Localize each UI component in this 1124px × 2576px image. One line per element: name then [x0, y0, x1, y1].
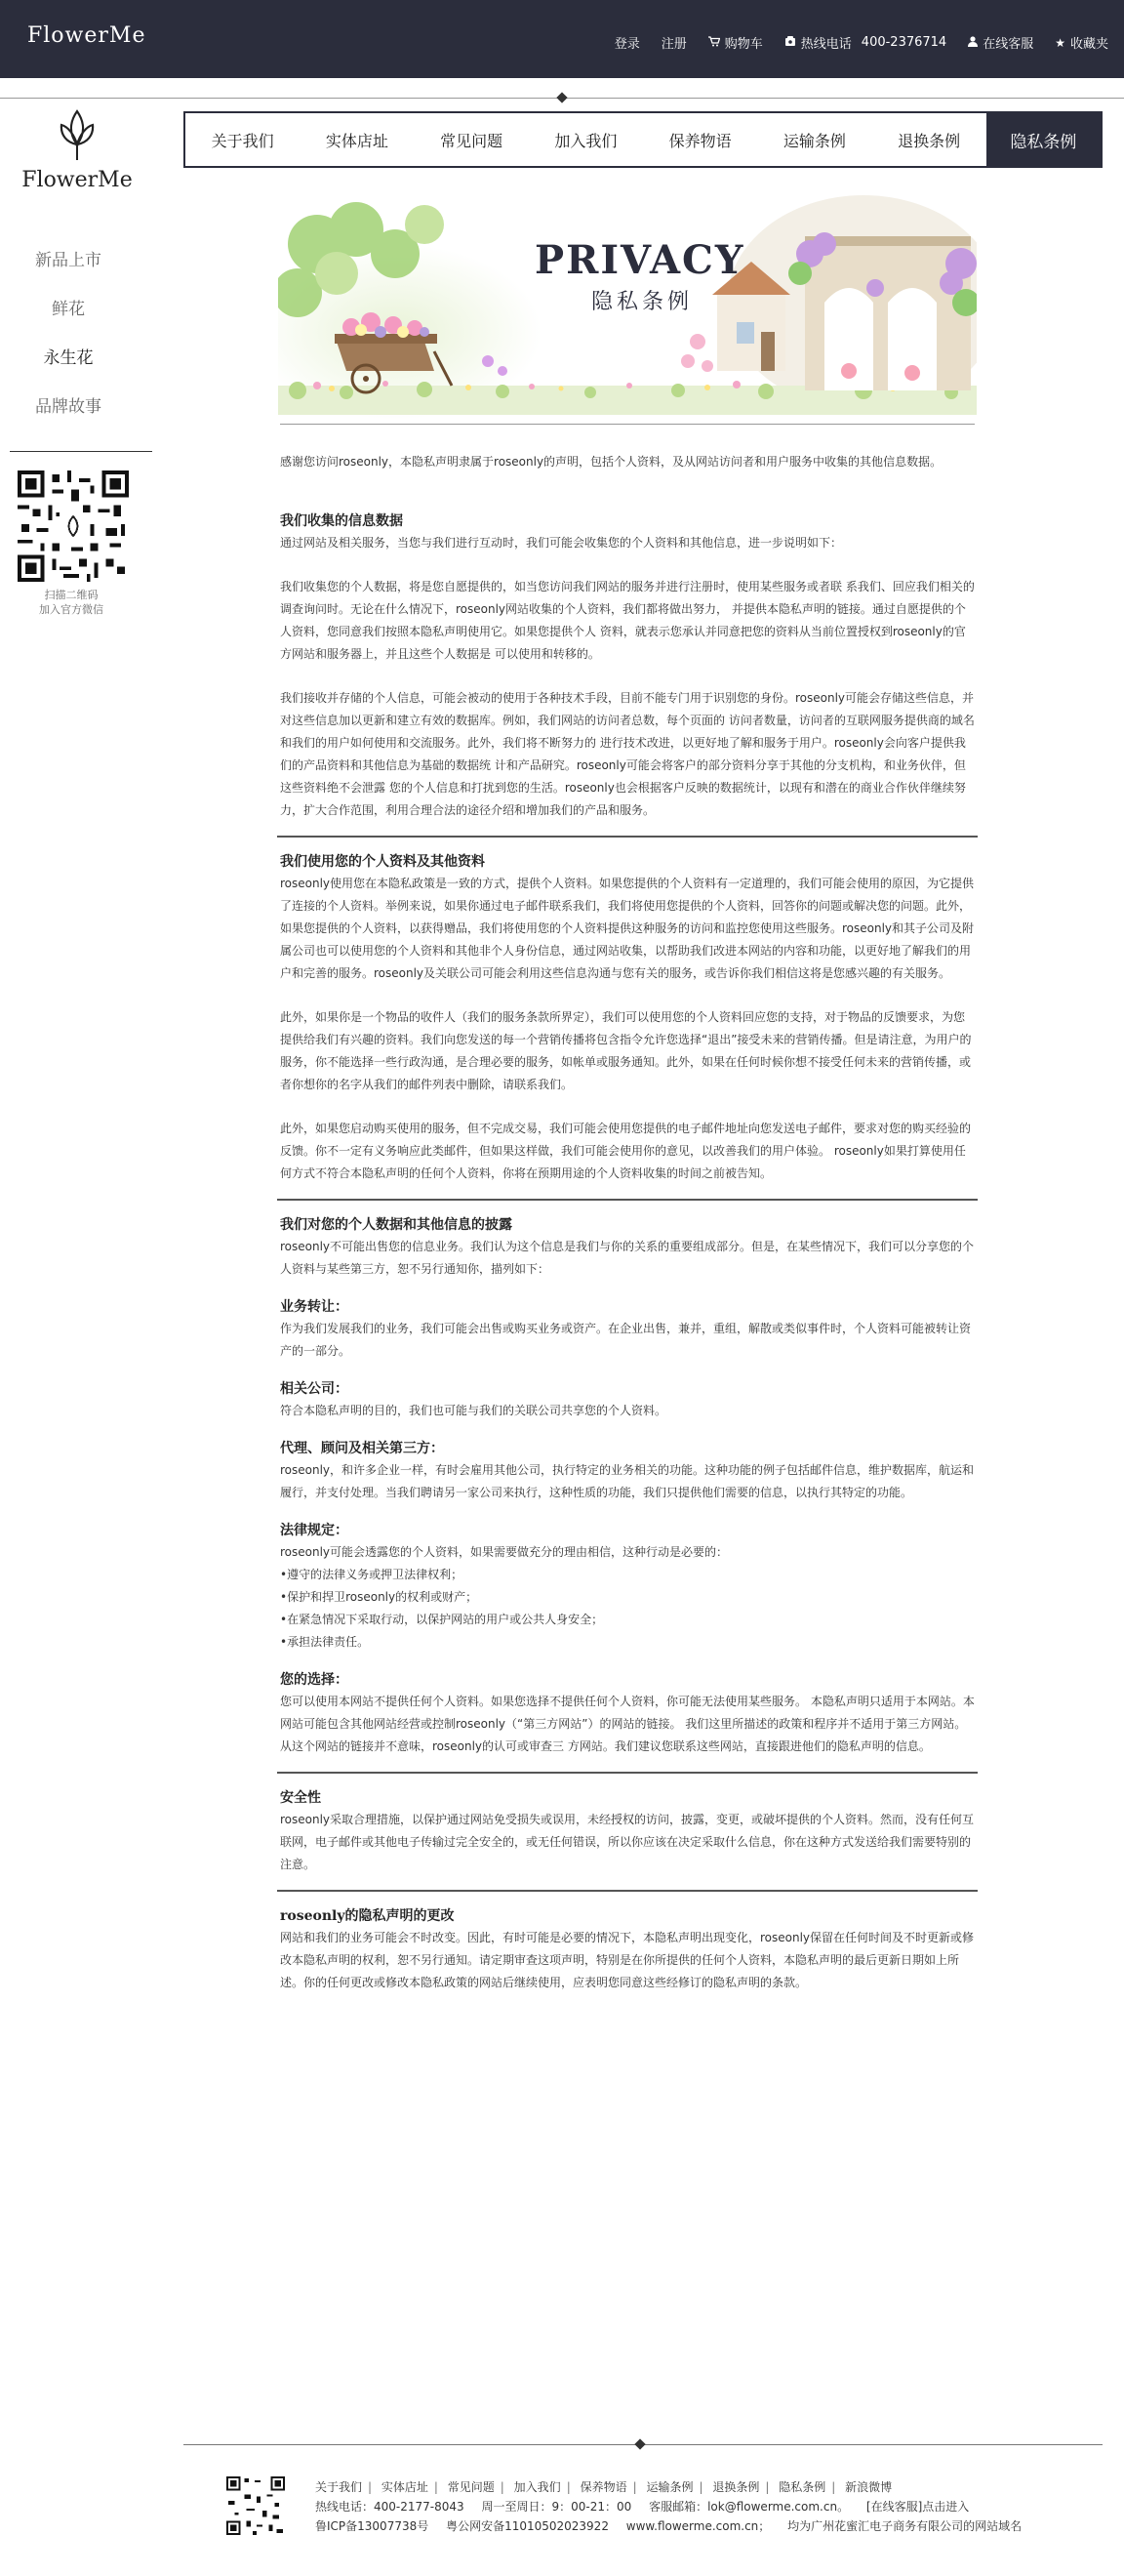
subsection-title-affiliates: 相关公司： — [280, 1381, 348, 1397]
footer-icp[interactable]: 鲁ICP备13007738号 — [315, 2519, 429, 2533]
footer-contact-row — [315, 2497, 1105, 2516]
sidebar-menu — [0, 246, 137, 441]
footer-link-faq[interactable]: 常见问题 — [447, 2480, 495, 2494]
banner-subtitle: 隐私条例 — [591, 290, 694, 314]
footer-separator: | — [433, 2480, 438, 2494]
subsection-choices-text: 您可以使用本网站不提供任何个人资料。如果您选择不提供任何个人资料，你可能无法使用某些服务。 本隐私声明只适用于本网站。本网站可能包含其他网站经营或控制roseonly（“第三方网站”）的网站的链接。 我们这里所描述的政策和程序并不适用于第三方网站。从这个网站的链接并不意味，roseonly的认可或审查三 方网站。我们建议您联系这些网站，直接跟进他们的隐私声明的信息。 — [280, 1695, 975, 1753]
section-usage-p2: 此外，如果你是一个物品的收件人（我们的服务条款所界定），我们可以使用您的个人资料回应您的支持，对于物品的反馈要求，为您提供给我们有兴趣的资料。我们向您发送的每一个营销传播将包含指令允许您选择“退出”接受未来的营销传播。但是请注意，为用户的服务，你不能选择一些行政沟通，是合理必要的服务，如帐单或服务通知。此外，如果在任何时候你想不接受任何未来的营销传播，或者你想你的名字从我们的邮件列表中删除，请联系我们。 — [280, 1010, 972, 1091]
footer-separator: | — [500, 2480, 504, 2494]
tab-join[interactable]: 加入我们 — [554, 131, 618, 150]
subsection-title-agents: 代理、顾问及相关第三方： — [280, 1441, 444, 1456]
login-link[interactable]: 登录 — [614, 37, 640, 52]
footer-link-about[interactable]: 关于我们 — [315, 2480, 363, 2494]
header-divider — [0, 98, 1124, 99]
qr-caption-line2: 加入官方微信 — [39, 603, 103, 616]
section-collection-p3: 我们接收并存储的个人信息，可能会被动的使用于各种技术手段，目前不能专门用于识别您的身份。roseonly可能会存储这些信息，并对这些信息加以更新和建立有效的数据库。例如，我们网站的访问者总数，每个页面的 访问者数量，访问者的互联网服务提供商的域名和我们的用户如何使用和交流服务。此外，我们将不断努力的 进行技术改进，以更好地了解和服务于用户。roseonly会向客户提供我们的产品资料和其他信息为基础的数据统 计和产品研究。roseonly可能会将客户的部分资料分享于其他的分支机构，和业务伙伴，但这些资料绝不会泄露 您的个人信息和打扰到您的生活。roseonly也会根据客户反映的数据统计，以现有和潜在的商业合作伙伴继续努 力，扩大合作范围，利用合理合法的途径介绍和增加我们的产品和服务。 — [280, 691, 975, 817]
section-security-text: roseonly采取合理措施，以保护通过网站免受损失或误用，未经授权的访问，披露，变更，或破坏提供的个人资料。然而，没有任何互联网，电子邮件或其他电子传输过完全安全的，或无任何错误，所以你应该在决定采取什么信息，你在这种方式发送给我们需要特别的注意。 — [280, 1813, 975, 1871]
footer-link-join[interactable]: 加入我们 — [513, 2480, 561, 2494]
section-title-collection: 我们收集的信息数据 — [280, 513, 403, 529]
footer-police-record[interactable]: 粤公网安备11010502023922 — [446, 2519, 609, 2533]
sidebar-item-new[interactable]: 新品上市 — [35, 251, 101, 270]
subsection-title-choices: 您的选择： — [280, 1672, 348, 1688]
footer-separator: | — [566, 2480, 571, 2494]
section-title-disclosure: 我们对您的个人数据和其他信息的披露 — [280, 1217, 512, 1233]
top-nav — [593, 33, 1108, 52]
footer-link-shipping[interactable]: 运输条例 — [646, 2480, 694, 2494]
section-usage-p3: 此外，如果您启动购买使用的服务，但不完成交易，我们可能会使用您提供的电子邮件地址向您发送电子邮件，要求对您的购买经验的反馈。你不一定有义务响应此类邮件，但如果这样做，我们可能会使用你的意见，以改善我们的用户体验。 roseonly如果打算使用任何方式不符合本隐私声明的任何个人资料，你将在预期用途的个人资料收集的时间之前被告知。 — [280, 1122, 972, 1180]
footer-separator: | — [699, 2480, 703, 2494]
sidebar-item-fresh-flowers[interactable]: 鲜花 — [52, 300, 85, 319]
subsection-title-transfer: 业务转让： — [280, 1299, 348, 1315]
tab-stores[interactable]: 实体店址 — [325, 131, 388, 150]
star-icon: ★ — [1055, 35, 1065, 50]
tab-faq[interactable]: 常见问题 — [440, 131, 503, 150]
tab-privacy[interactable]: 隐私条例 — [986, 113, 1101, 166]
hotline-label: 热线电话 — [800, 37, 852, 52]
qr-caption — [8, 588, 135, 617]
subsection-transfer-text: 作为我们发展我们的业务，我们可能会出售或购买业务或资产。在企业出售，兼并，重组，解散或类似事件时，个人资料可能被转让资产的一部分。 — [280, 1322, 972, 1358]
cart-link[interactable] — [708, 33, 763, 52]
footer-links — [315, 2477, 1105, 2497]
footer-online-service[interactable]: [在线客服]点击进入 — [865, 2500, 970, 2514]
banner-divider — [280, 424, 975, 425]
list-item: •在紧急情况下采取行动，以保护网站的用户或公共人身安全； — [280, 1613, 604, 1626]
info-tabs — [183, 111, 1103, 168]
footer-link-stores[interactable]: 实体店址 — [381, 2480, 428, 2494]
intro-paragraph: 感谢您访问roseonly，本隐私声明隶属于roseonly的声明，包括个人资料，及从网站访问者和用户服务中收集的其他信息数据。 — [280, 455, 943, 469]
footer-separator: | — [368, 2480, 373, 2494]
sidebar-divider — [10, 451, 152, 452]
privacy-content — [280, 451, 975, 1994]
hotline — [784, 33, 946, 52]
wechat-qr-code — [18, 470, 129, 582]
sidebar-item-brand-story[interactable]: 品牌故事 — [35, 397, 101, 417]
footer-link-weibo[interactable]: 新浪微博 — [845, 2480, 893, 2494]
footer-email[interactable]: 客服邮箱：lok@flowerme.com.cn。 — [649, 2500, 850, 2514]
favorites-label: 收藏夹 — [1069, 37, 1108, 52]
footer-hours: 周一至周日：9：00-21：00 — [481, 2500, 632, 2514]
cart-icon — [708, 36, 720, 50]
section-usage-p1: roseonly使用您在本隐私政策是一致的方式，提供个人资料。如果您提供的个人资料有一定道理的，我们可能会使用的原因，为它提供了连接的个人资料。举例来说，如果你通过电子邮件联系我们，我们将使用您提供的个人资料，回答你的问题或解决您的问题。此外，如果您提供的个人资料，以获得赠品，我们将使用您的个人资料提供这种服务的访问和监控您使用这些服务。roseonly和其子公司及附属公司也可以使用您的个人资料和其他非个人身份信息，通过网站收集，以帮助我们改进本网站的内容和功能，以更好地了解我们的用户和完善的服务。roseonly及关联公司可能会利用这些信息沟通与您有关的服务，或告诉你我们相信这将是您感兴趣的有关服务。 — [280, 877, 975, 980]
footer-divider — [183, 2444, 1103, 2445]
subsection-affiliates-text: 符合本隐私声明的目的，我们也可能与我们的关联公司共享您的个人资料。 — [280, 1404, 667, 1417]
section-changes-text: 网站和我们的业务可能会不时改变。因此，有时可能是必要的情况下，本隐私声明出现变化，roseonly保留在任何时间及不时更新或修改本隐私声明的权利，恕不另行通知。请定期审查这项声明，特别是在你所提供的任何个人资料，本隐私声明的最后更新日期如上所述。你的任何更改或修改本隐私政策的网站后继续使用，应表明您同意这些经修订的隐私声明的条款。 — [280, 1931, 975, 1989]
sidebar-item-preserved-flowers[interactable]: 永生花 — [43, 348, 94, 368]
footer-separator: | — [632, 2480, 637, 2494]
section-disclosure-p1: roseonly不可能出售您的信息业务。我们认为这个信息是我们与你的关系的重要组成部分。但是，在某些情况下，我们可以分享您的个人资料与某些第三方，恕不另行通知你，描列如下： — [280, 1240, 975, 1276]
section-title-usage: 我们使用您的个人资料及其他资料 — [280, 854, 485, 870]
top-bar — [0, 0, 1124, 78]
footer-company: 均为广州花蜜汇电子商务有限公司的网站域名 — [787, 2519, 1023, 2533]
tab-about[interactable]: 关于我们 — [211, 131, 274, 150]
tab-care[interactable]: 保养物语 — [668, 131, 732, 150]
flower-logo-icon — [53, 105, 101, 162]
tab-returns[interactable]: 退换条例 — [898, 131, 961, 150]
banner-title: PRIVACY — [535, 237, 745, 283]
footer-separator: | — [831, 2480, 836, 2494]
garden-arches-icon — [788, 232, 977, 390]
brand-logo-text[interactable]: FlowerMe — [27, 23, 146, 48]
footer-legal-row — [315, 2516, 1105, 2536]
section-collection-p2: 我们收集您的个人数据，将是您自愿提供的，如当您访问我们网站的服务并进行注册时，使用某些服务或者联 系我们、回应我们相关的调查询问时。无论在什么情况下，roseonly网站收集的个人资料，我们都将做出努力， 并提供本隐私声明的链接。通过自愿提供的个人资料，您同意我们按照本隐私声明使用它。如果您提供个人 资料，就表示您承认并同意把您的资料从当前位置授权到roseonly的官方网站和服务器上，并且这些个人数据是 可以使用和转移的。 — [280, 580, 975, 661]
footer-hotline: 热线电话：400-2177-8043 — [315, 2500, 464, 2514]
subsection-legal-text: roseonly可能会透露您的个人资料，如果需要做充分的理由相信，这种行动是必要的： — [280, 1545, 729, 1559]
footer-qr-code — [226, 2476, 285, 2535]
online-service-label: 在线客服 — [983, 37, 1034, 52]
online-service-link[interactable] — [968, 33, 1033, 52]
subsection-agents-text: roseonly，和许多企业一样，有时会雇用其他公司，执行特定的业务相关的功能。这种功能的例子包括邮件信息，维护数据库，航运和履行，并支付处理。当我们聘请另一家公司来执行，这种性质的功能，我们只提供他们需要的信息，以执行其特定的功能。 — [280, 1463, 975, 1499]
user-icon — [968, 36, 978, 50]
section-title-changes: roseonly的隐私声明的更改 — [280, 1908, 455, 1924]
divider-ornament — [634, 2438, 645, 2449]
subsection-title-legal: 法律规定： — [280, 1523, 348, 1538]
legal-list — [280, 1564, 975, 1654]
section-title-security: 安全性 — [280, 1790, 321, 1806]
hotline-number: 400-2376714 — [861, 35, 947, 50]
sidebar-logo-text: FlowerMe — [21, 168, 133, 192]
register-link[interactable]: 注册 — [661, 37, 687, 52]
sidebar-logo[interactable] — [14, 105, 140, 192]
footer-link-privacy[interactable]: 隐私条例 — [779, 2480, 826, 2494]
list-item: •保护和捍卫roseonly的权利或财产； — [280, 1590, 478, 1604]
phone-icon — [784, 36, 796, 50]
section-collection-p1: 通过网站及相关服务，当您与我们进行互动时，我们可能会收集您的个人资料和其他信息，进一步说明如下： — [280, 536, 843, 550]
favorites-link[interactable] — [1055, 33, 1108, 52]
list-item: •承担法律责任。 — [280, 1635, 370, 1649]
footer-link-returns[interactable]: 退换条例 — [712, 2480, 760, 2494]
cart-label: 购物车 — [724, 37, 763, 52]
list-item: •遵守的法律义务或押卫法律权利； — [280, 1568, 463, 1581]
qr-caption-line1: 扫描二维码 — [44, 589, 99, 601]
tab-shipping[interactable]: 运输条例 — [783, 131, 846, 150]
footer-nav — [315, 2477, 1105, 2536]
footer-separator: | — [765, 2480, 770, 2494]
divider-ornament — [556, 92, 567, 102]
footer-site[interactable]: www.flowerme.com.cn； — [625, 2519, 771, 2533]
footer-link-care[interactable]: 保养物语 — [580, 2480, 627, 2494]
